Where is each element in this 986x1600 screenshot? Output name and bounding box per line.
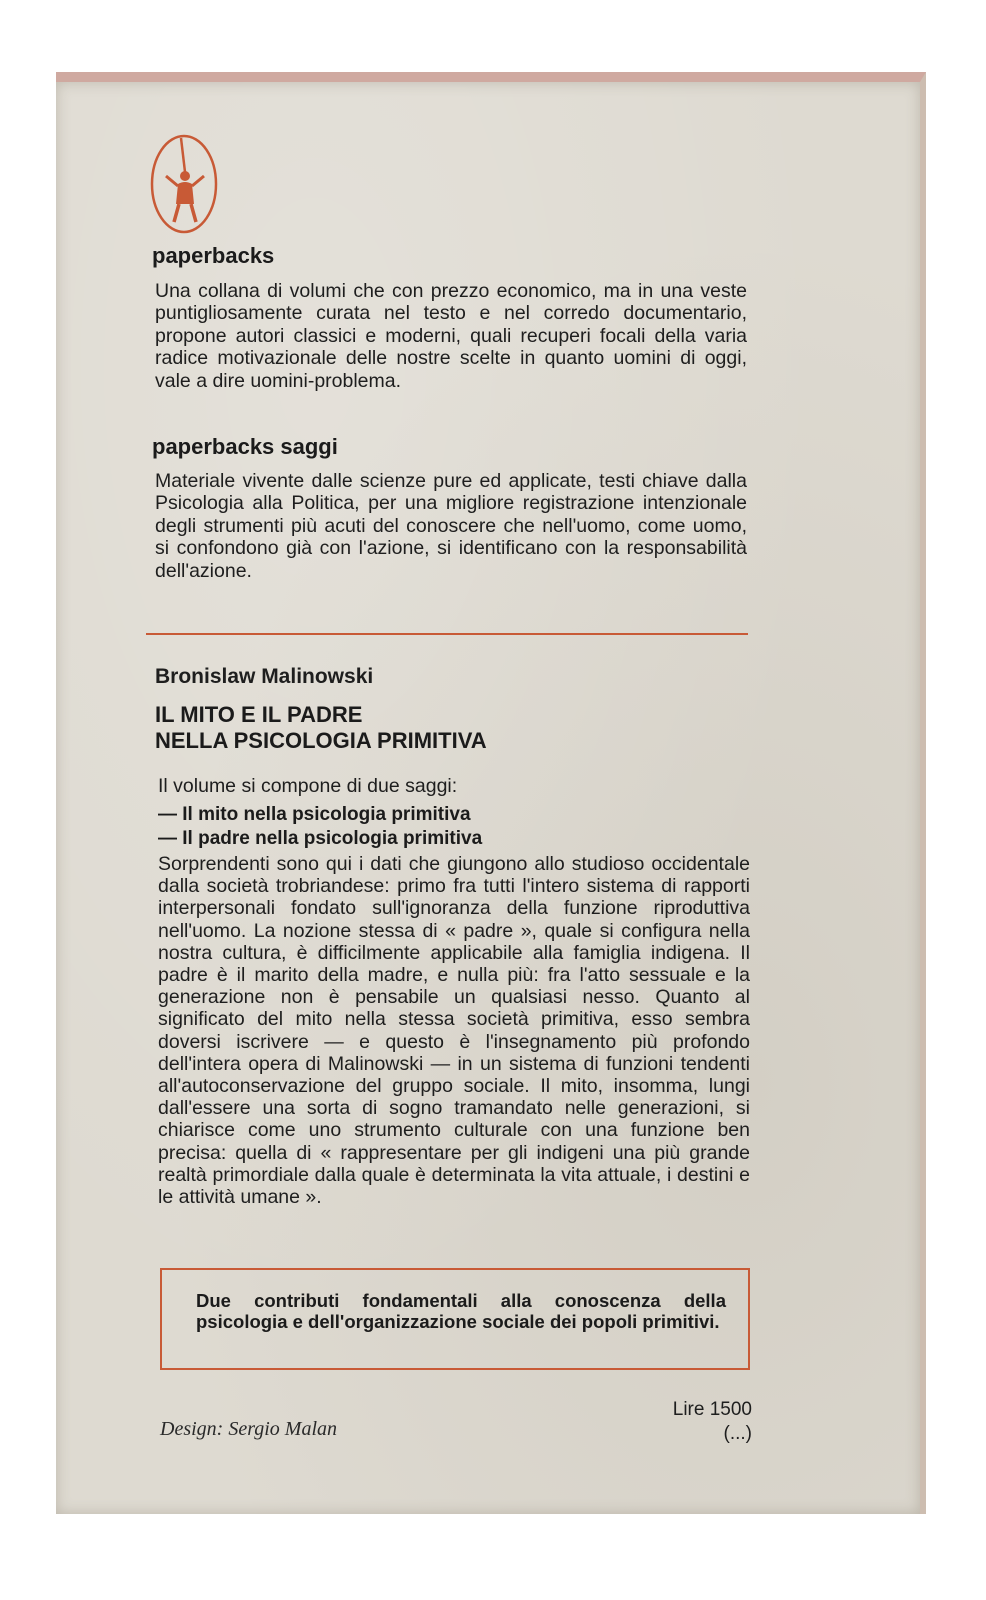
price-block	[673, 1398, 752, 1446]
series-description: Una collana di volumi che con prezzo economico, ma in una veste puntigliosamente curata nel testo e nel corredo documentario, propone autori classici e moderni, quali recuperi focali della varia radice motivazionale delle nostre scelte in quanto uomini di oggi, vale a dire uomini-problema.	[155, 280, 747, 392]
book-title-line-1: IL MITO E IL PADRE	[155, 702, 363, 727]
book-author: Bronislaw Malinowski	[155, 665, 374, 688]
essay-item: — Il mito nella psicologia primitiva	[158, 804, 471, 825]
section-divider	[146, 633, 748, 635]
essay-item: — Il padre nella psicologia primitiva	[158, 828, 483, 849]
subseries-heading: paperbacks saggi	[152, 434, 338, 459]
highlight-text: Due contributi fondamentali alla conoscenza della psicologia e dell'organizzazione sociale dei popoli primitivi.	[196, 1290, 726, 1332]
price-note: (...)	[723, 1423, 752, 1444]
book-title-line-2: NELLA PSICOLOGIA PRIMITIVA	[155, 728, 487, 753]
book-title	[155, 702, 487, 754]
design-credit: Design: Sergio Malan	[160, 1418, 338, 1440]
highlight-box	[160, 1268, 750, 1370]
subseries-description: Materiale vivente dalle scienze pure ed applicate, testi chiave dalla Psicologia alla Politica, per una migliore registrazione intenzionale degli strumenti più acuti del conoscere che nell'uomo, come uomo, si confondono già con l'azione, si identificano con la responsabilità dell'azione.	[155, 470, 747, 582]
book-description: Sorprendenti sono qui i dati che giungono allo studioso occidentale dalla società trobriandese: primo fra tutti l'intero sistema di rapporti interpersonali fondato sull'ignoranza della funzione riproduttiva nell'uomo. La nozione stessa di « padre », quale si configura nella nostra cultura, è difficilmente applicabile alla famiglia indigena. Il padre è il marito della madre, e nulla più: fra l'atto sessuale e la generazione non è pensabile un qualsiasi nesso. Quanto al significato del mito nella stessa società primitiva, esso sembra doversi iscrivere — e questo è l'insegnamento più profondo dell'intera opera di Malinowski — in un sistema di funzioni tendenti all'autoconservazione del gruppo sociale. Il mito, insomma, lungi dall'essere una sorta di sogno tramandato nelle generazioni, si chiarisce come uno strumento culturale con una funzione ben precisa: quella di « rappresentare per gli indigeni una più grande realtà primordiale dalla quale è determinata la vita attuale, i destini e le attività umane ».	[158, 853, 750, 1209]
volume-intro: Il volume si compone di due saggi:	[158, 775, 458, 797]
essay-list	[158, 803, 482, 851]
series-heading: paperbacks	[152, 243, 275, 268]
price: Lire 1500	[672, 1399, 752, 1420]
publisher-logo-figure-icon	[148, 132, 220, 236]
